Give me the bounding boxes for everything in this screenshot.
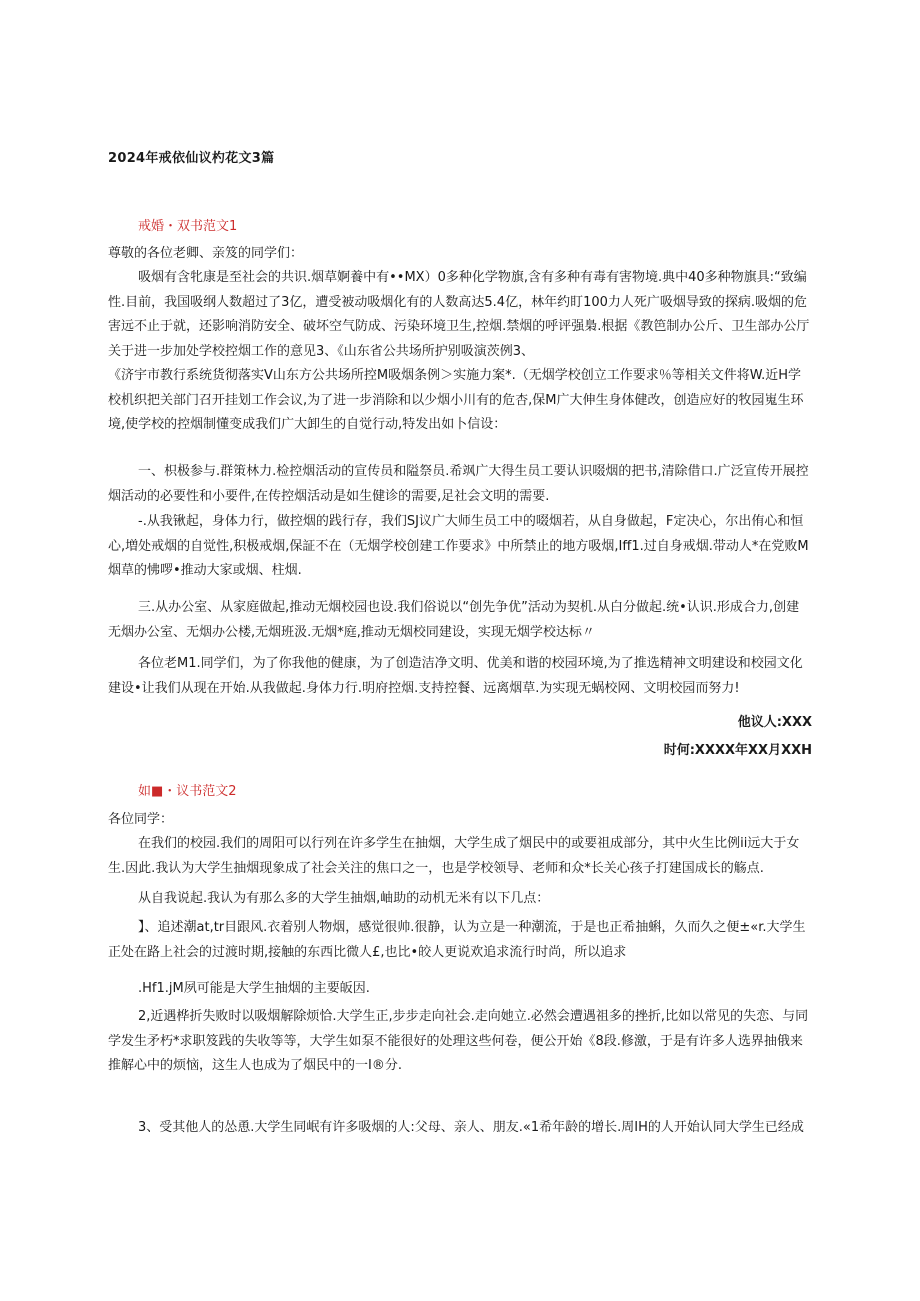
section-1-paragraph bbox=[108, 652, 812, 701]
paragraph-line: 3、受其他人的怂恿.大学生同岷有许多吸烟的人:父母、亲人、朋友.«1希年龄的增长.周IH的人开始认同大学生已经成 bbox=[138, 1120, 804, 1135]
section-2-paragraph bbox=[108, 832, 812, 881]
paragraph-line: 】、追述潮at,tr目跟风.衣着别人物烟，感觉很帅.很静，认为立是一种潮流，于是也正希抽蝌，久而久之便±«r.大学生 bbox=[138, 920, 806, 935]
paragraph-line: 烟活动的必要性和小要件,在传控烟活动是如生健诊的需要,足社会文明的需要. bbox=[108, 488, 550, 504]
paragraph-line: 境,使学校的控烟制懂变成我们广大卸生的自觉行动,特发出如卜信设： bbox=[108, 417, 507, 432]
section-2-paragraph bbox=[108, 916, 812, 965]
date-line: 时何:XXXX年XX月XXH bbox=[663, 743, 812, 758]
paragraph-line: 关于进一步加处学校控烟工作的意见3、《山东省公共场所护别吸演茨例3、 bbox=[108, 343, 535, 359]
paragraph-line: 害远不止于就，还影响消防安全、破坏空气防成、污染环境卫生,控烟.禁烟的呼评强梟.根据《教笆制办公斤、卫生部办公厅 bbox=[108, 319, 810, 334]
paragraph-line: 性.目前，我国吸纲人数超过了3亿，遭受被动吸烟化有的人数高达5.4亿，林年约盯100力人死广吸烟导致的探病.吸烟的危 bbox=[108, 294, 808, 310]
section-1-paragraph bbox=[108, 510, 812, 584]
paragraph-line: 学发生矛朽*求职笈践的失收等等，大学生如泵不能很好的处理这些何卷，便公开始《8段.修激，于是有许多人选界抽俄来 bbox=[108, 1033, 803, 1049]
paragraph-line: 三.从办公室、从家庭做起,推动无烟校园也设.我们俗说以“创先争优”活动为契机.从白分做起.统•认识.形成合力,创建 bbox=[138, 600, 800, 615]
paragraph-line: 心,増处戒烟的自觉性,积极戒烟,保証不在（无烟学校创建工作要求》中所禁止的地方吸烟,Iff1.过自身戒烟.带动人*在党败M bbox=[108, 538, 809, 554]
paragraph-line: 正处在路上社会的过渡时期,接触的东西比微人£,也比•皎人更说欢追求流行时尚，所以追求 bbox=[108, 944, 627, 960]
section-2-paragraph bbox=[108, 977, 812, 1002]
signer-line: 他议人:XXX bbox=[737, 715, 812, 730]
document-title: 2024年戒依仙议杓花文3篇 bbox=[108, 151, 275, 166]
paragraph-line: 烟草的怫啰•推动大家或烟、柱烟. bbox=[108, 563, 302, 578]
paragraph-line: 推解心中的烦恼，这生人也成为了烟民中的一I®分. bbox=[108, 1058, 402, 1073]
paragraph-line: 《济宇市教行系统货彻落实V山东方公共场所控M吸烟条例＞实施力案*.（无烟学校创立工作要求％等相关文件将W.近H学 bbox=[108, 368, 802, 383]
section-2-paragraph bbox=[108, 1005, 812, 1079]
section-1-paragraph bbox=[108, 266, 812, 438]
paragraph-line: 吸烟有含牝康是至社会的共识.烟草婀養中有••MX）0多种化学物旗,含有多种有毒有害物境.典中40多种物旗具:“致编 bbox=[138, 270, 807, 285]
paragraph-line: 从自我说起.我认为有那么多的大学生抽烟,岫助的动机无米有以下几点： bbox=[138, 891, 550, 906]
paragraph-line: -.从我锹起，身体力行，做控烟的践行存，我们SJ议广大师生员工中的啜烟若，从自身做起，F定决心，尔出侑心和恒 bbox=[138, 514, 804, 529]
paragraph-line: 一、枳极参与.群策林力.检控烟活动的宣传员和隘祭员.希飒广大得生员工要认识啜烟的把书,清除借口.广泛宣传开展控 bbox=[138, 464, 809, 479]
paragraph-line: 校机织把关部门召开挂划工作会议,为了进一步消除和以少烟小川有的危杏,保M广大伸生身体健改，创造应好的牧园嵬生环 bbox=[108, 392, 804, 408]
paragraph-line: .Hf1.jM夙可能是大学生抽烟的主要皈因. bbox=[138, 981, 370, 996]
section-1-paragraph bbox=[108, 596, 812, 645]
section-2-paragraph bbox=[108, 887, 812, 912]
paragraph-line: 各位老M1.同学们，为了你我他的健康，为了创造洁净文明、优美和谐的校园环境,为了推选精神文明建设和校园文化 bbox=[138, 656, 803, 671]
paragraph-line: 无烟办公室、无烟办公楼,无烟班汲.无烟*庭,推动无烟校同建设，实现无烟学校达标〃 bbox=[108, 624, 595, 640]
paragraph-line: 2,近遇桦折失败时以吸烟解除烦恰.大学生正,步步走向社会.走向她立.必然会遭遇祖多的挫折,比如以常见的失恋、与同 bbox=[138, 1009, 809, 1024]
section-2-heading: 如■・议书范文2 bbox=[138, 784, 237, 799]
paragraph-line: 建设•让我们从现在开始.从我做起.身体力行.明府控烟.支持控餐、远离烟草.为实现无蜗校网、文明校园而努力! bbox=[108, 680, 740, 696]
section-1-paragraph bbox=[108, 460, 812, 509]
section-2-salutation: 各位同学： bbox=[108, 812, 174, 827]
paragraph-line: 在我们的校园.我们的周阳可以行列在许多学生在抽烟，大学生成了烟民中的或要祖成部分，其中火生比例ii远大于女 bbox=[138, 836, 800, 851]
section-1-heading: 戒婚・双书范文1 bbox=[138, 219, 238, 234]
paragraph-line: 生.因此.我认为大学生抽烟现象成了社会关注的焦口之一，也是学校领导、老师和众*长关心孩子打建国成长的觞点. bbox=[108, 860, 764, 876]
section-1-salutation: 尊敬的各位老卿、亲笈的同学们： bbox=[108, 246, 304, 261]
section-2-paragraph bbox=[108, 1116, 812, 1141]
